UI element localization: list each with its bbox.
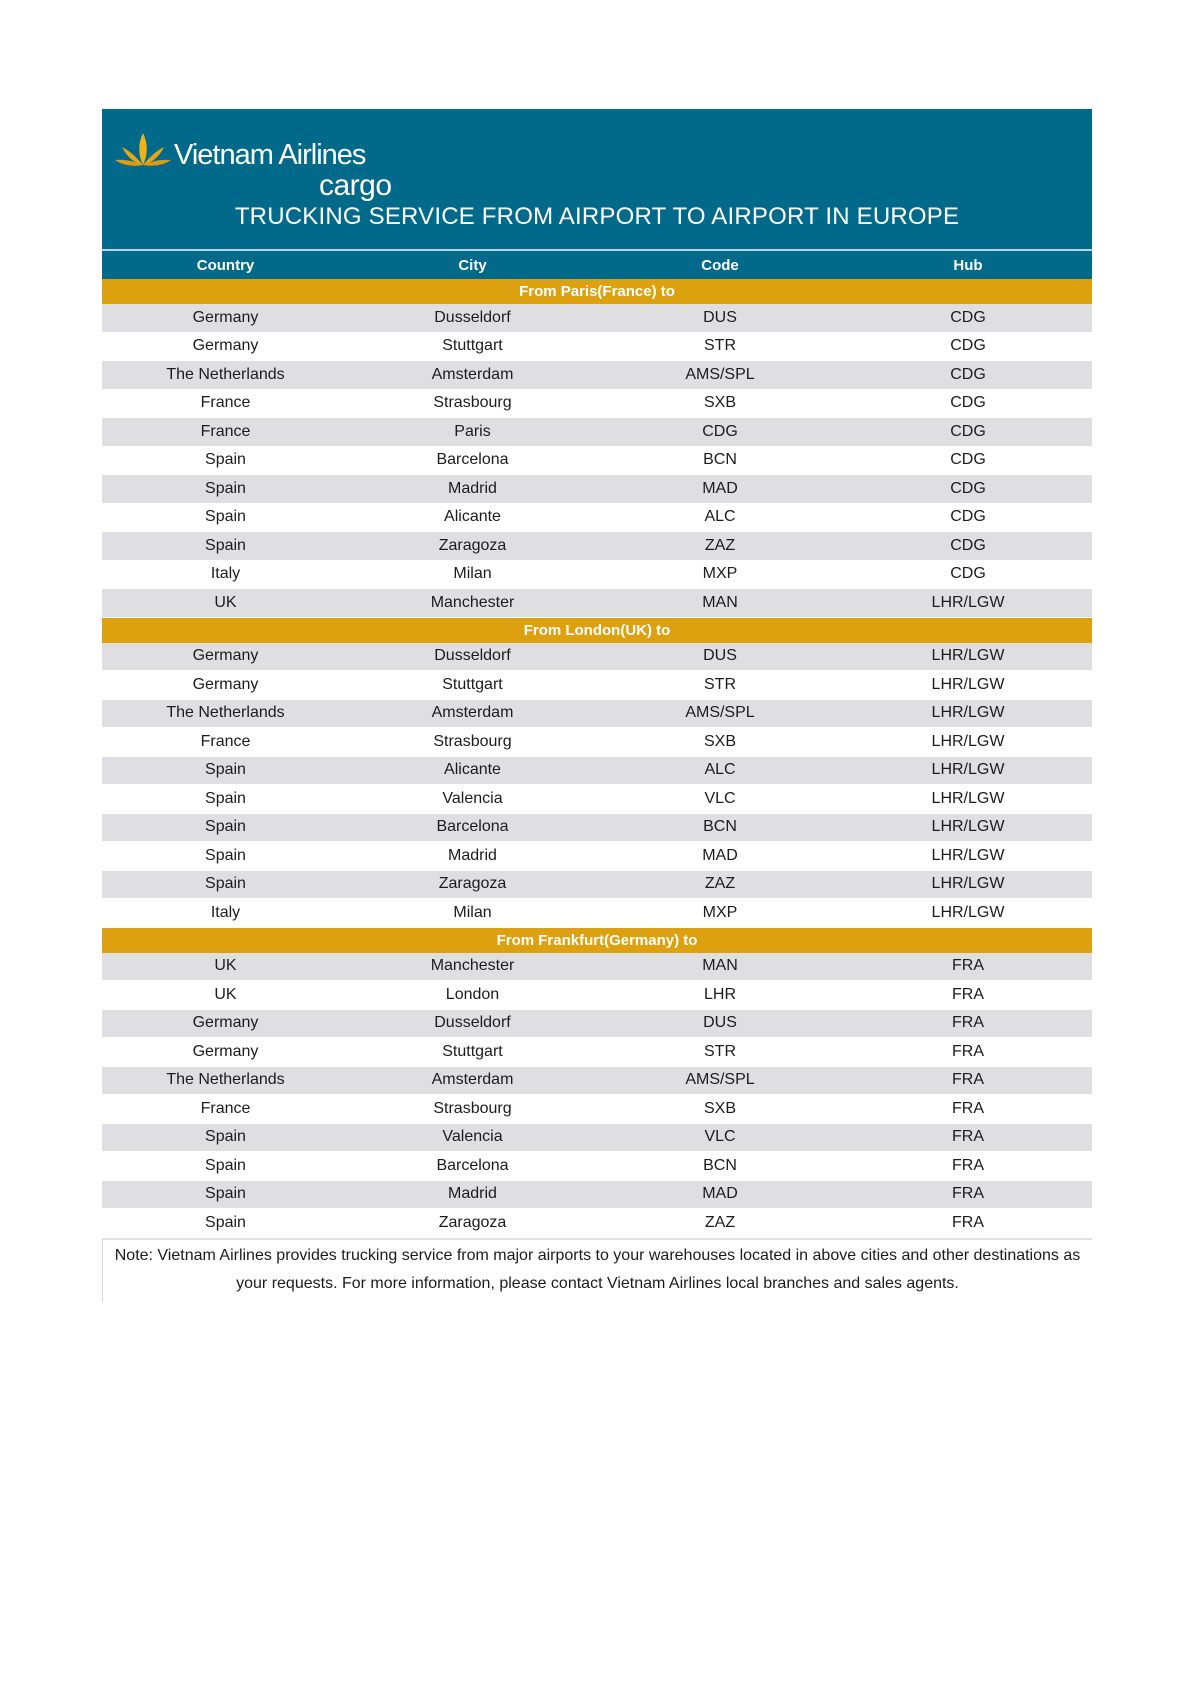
- cell-country: France: [200, 1099, 251, 1117]
- cell-hub: FRA: [952, 1185, 984, 1203]
- cell-code: MAD: [702, 1185, 738, 1203]
- cell-country: Spain: [205, 875, 246, 893]
- cell-hub: FRA: [952, 957, 984, 975]
- cell-hub: LHR/LGW: [931, 818, 1005, 836]
- cell-code: AMS/SPL: [685, 704, 755, 722]
- table-row: [102, 1067, 1092, 1096]
- cell-country: The Netherlands: [166, 365, 285, 383]
- cell-hub: LHR/LGW: [931, 846, 1005, 864]
- brand-logo: [114, 123, 414, 202]
- cell-city: Alicante: [444, 761, 501, 779]
- cell-code: MAD: [702, 846, 738, 864]
- table-row: [102, 757, 1092, 786]
- cell-country: France: [200, 422, 251, 440]
- cell-code: MAD: [702, 479, 738, 497]
- cell-city: Valencia: [442, 789, 503, 807]
- cell-code: STR: [704, 1042, 736, 1060]
- cell-country: The Netherlands: [166, 704, 285, 722]
- cell-hub: CDG: [950, 337, 986, 355]
- cell-hub: FRA: [952, 1213, 984, 1231]
- cell-country: Spain: [205, 536, 246, 554]
- cell-city: Barcelona: [436, 818, 509, 836]
- cell-city: Madrid: [448, 479, 497, 497]
- cell-country: Spain: [205, 1213, 246, 1231]
- cell-hub: CDG: [950, 479, 986, 497]
- cell-country: Spain: [205, 1185, 246, 1203]
- table-row: [102, 561, 1092, 590]
- cell-code: MXP: [702, 565, 738, 583]
- cell-city: Amsterdam: [431, 704, 514, 722]
- cell-city: Alicante: [444, 508, 501, 526]
- cell-city: Stuttgart: [442, 675, 503, 693]
- table-row: [102, 981, 1092, 1010]
- lotus-icon: [114, 131, 172, 171]
- cell-code: BCN: [703, 818, 737, 836]
- table-row: [102, 871, 1092, 900]
- column-header-hub: Hub: [953, 256, 983, 274]
- cell-city: Dusseldorf: [434, 308, 511, 326]
- cell-city: Barcelona: [436, 451, 509, 469]
- cell-city: Manchester: [430, 957, 515, 975]
- cell-code: SXB: [703, 394, 736, 412]
- table-row: [102, 589, 1092, 618]
- cell-city: Stuttgart: [442, 337, 503, 355]
- section-header: From London(UK) to: [102, 618, 1092, 643]
- cell-hub: FRA: [952, 1071, 984, 1089]
- table-row: [102, 1181, 1092, 1210]
- cell-city: Madrid: [448, 846, 497, 864]
- cell-code: MAN: [702, 593, 738, 611]
- cell-code: DUS: [703, 308, 737, 326]
- cell-hub: FRA: [952, 1099, 984, 1117]
- cell-code: MAN: [702, 957, 738, 975]
- table-row: [102, 1152, 1092, 1181]
- column-header-code: Code: [701, 256, 739, 274]
- table-row: [102, 643, 1092, 672]
- cell-code: BCN: [703, 1156, 737, 1174]
- cell-code: MXP: [702, 903, 738, 921]
- table-row: [102, 1010, 1092, 1039]
- table-row: [102, 842, 1092, 871]
- cell-hub: FRA: [952, 1042, 984, 1060]
- cell-country: Spain: [205, 451, 246, 469]
- cell-country: Spain: [205, 479, 246, 497]
- cell-country: Spain: [205, 1156, 246, 1174]
- cell-hub: LHR/LGW: [931, 761, 1005, 779]
- cell-code: SXB: [703, 732, 736, 750]
- cell-city: Strasbourg: [433, 1099, 512, 1117]
- table-row: [102, 333, 1092, 362]
- section-header: From Paris(France) to: [102, 279, 1092, 304]
- cell-city: Paris: [454, 422, 491, 440]
- cell-country: UK: [214, 985, 237, 1003]
- cell-city: Amsterdam: [431, 365, 514, 383]
- table-row: [102, 953, 1092, 982]
- brand-name: Vietnam Airlines: [174, 139, 366, 171]
- cell-country: Italy: [210, 565, 241, 583]
- cell-code: ZAZ: [704, 875, 736, 893]
- cell-city: Zaragoza: [438, 536, 507, 554]
- cell-country: UK: [214, 957, 237, 975]
- cell-country: Spain: [205, 508, 246, 526]
- cell-country: Italy: [210, 903, 241, 921]
- cell-code: AMS/SPL: [685, 365, 755, 383]
- cell-country: Spain: [205, 846, 246, 864]
- cell-hub: LHR/LGW: [931, 647, 1005, 665]
- table-row: [102, 1038, 1092, 1067]
- cell-hub: FRA: [952, 1014, 984, 1032]
- cell-hub: LHR/LGW: [931, 875, 1005, 893]
- cell-city: Zaragoza: [438, 1213, 507, 1231]
- cell-city: Strasbourg: [433, 394, 512, 412]
- cell-code: ALC: [704, 508, 736, 526]
- cell-city: Manchester: [430, 593, 515, 611]
- cell-hub: LHR/LGW: [931, 732, 1005, 750]
- cell-country: Spain: [205, 789, 246, 807]
- cell-city: Milan: [453, 903, 492, 921]
- cell-code: CDG: [702, 422, 738, 440]
- table-row: [102, 304, 1092, 333]
- table-row: [102, 728, 1092, 757]
- cell-country: France: [200, 732, 251, 750]
- cell-hub: CDG: [950, 536, 986, 554]
- cell-code: ZAZ: [704, 536, 736, 554]
- cell-hub: CDG: [950, 422, 986, 440]
- cell-city: Dusseldorf: [434, 647, 511, 665]
- trucking-sheet: [102, 109, 1092, 1302]
- cell-code: SXB: [703, 1099, 736, 1117]
- column-header-city: City: [458, 256, 487, 274]
- table-header: [102, 249, 1092, 279]
- cell-code: DUS: [703, 1014, 737, 1032]
- cell-code: STR: [704, 675, 736, 693]
- cell-hub: LHR/LGW: [931, 675, 1005, 693]
- table-body: [102, 279, 1092, 1238]
- cell-hub: LHR/LGW: [931, 903, 1005, 921]
- cell-code: DUS: [703, 647, 737, 665]
- cell-code: BCN: [703, 451, 737, 469]
- cell-city: Zaragoza: [438, 875, 507, 893]
- cell-hub: LHR/LGW: [931, 789, 1005, 807]
- cell-hub: CDG: [950, 365, 986, 383]
- table-row: [102, 899, 1092, 928]
- header-banner: [102, 109, 1092, 249]
- cell-country: Germany: [192, 337, 259, 355]
- cell-hub: LHR/LGW: [931, 704, 1005, 722]
- table-row: [102, 1124, 1092, 1153]
- table-row: [102, 447, 1092, 476]
- cell-country: Spain: [205, 1128, 246, 1146]
- cell-hub: FRA: [952, 985, 984, 1003]
- cell-hub: CDG: [950, 308, 986, 326]
- cell-country: UK: [214, 593, 237, 611]
- cell-hub: CDG: [950, 508, 986, 526]
- cell-hub: FRA: [952, 1156, 984, 1174]
- cell-hub: CDG: [950, 565, 986, 583]
- section-header: From Frankfurt(Germany) to: [102, 928, 1092, 953]
- cell-city: Valencia: [442, 1128, 503, 1146]
- cell-country: France: [200, 394, 251, 412]
- cell-code: LHR: [703, 985, 736, 1003]
- cell-city: Barcelona: [436, 1156, 509, 1174]
- cell-city: Strasbourg: [433, 732, 512, 750]
- table-row: [102, 532, 1092, 561]
- cell-code: STR: [704, 337, 736, 355]
- brand-sub: cargo: [319, 169, 392, 202]
- cell-city: Amsterdam: [431, 1071, 514, 1089]
- cell-country: The Netherlands: [166, 1071, 285, 1089]
- cell-country: Germany: [192, 1014, 259, 1032]
- cell-code: ZAZ: [704, 1213, 736, 1231]
- cell-code: ALC: [704, 761, 736, 779]
- cell-code: VLC: [704, 1128, 736, 1146]
- table-row: [102, 1209, 1092, 1238]
- cell-city: London: [445, 985, 500, 1003]
- table-row: [102, 390, 1092, 419]
- cell-hub: FRA: [952, 1128, 984, 1146]
- column-header-country: Country: [196, 256, 255, 274]
- cell-hub: LHR/LGW: [931, 593, 1005, 611]
- table-row: [102, 785, 1092, 814]
- cell-city: Madrid: [448, 1185, 497, 1203]
- cell-code: AMS/SPL: [685, 1071, 755, 1089]
- cell-hub: CDG: [950, 394, 986, 412]
- footnote: Note: Vietnam Airlines provides trucking service from major airports to your warehouses located in above cities and other destinations as your requests. For more information, please contact Vietnam Airlines local branches and sales agents.: [102, 1238, 1092, 1302]
- cell-country: Spain: [205, 818, 246, 836]
- cell-code: VLC: [704, 789, 736, 807]
- page-title: TRUCKING SERVICE FROM AIRPORT TO AIRPORT IN EUROPE: [234, 203, 960, 230]
- table-row: [102, 814, 1092, 843]
- cell-city: Milan: [453, 565, 492, 583]
- cell-country: Germany: [192, 308, 259, 326]
- cell-city: Dusseldorf: [434, 1014, 511, 1032]
- table-row: [102, 361, 1092, 390]
- table-row: [102, 418, 1092, 447]
- cell-country: Germany: [192, 1042, 259, 1060]
- cell-country: Germany: [192, 647, 259, 665]
- table-row: [102, 504, 1092, 533]
- table-row: [102, 671, 1092, 700]
- table-row: [102, 700, 1092, 729]
- cell-country: Germany: [192, 675, 259, 693]
- cell-hub: CDG: [950, 451, 986, 469]
- cell-city: Stuttgart: [442, 1042, 503, 1060]
- cell-country: Spain: [205, 761, 246, 779]
- table-row: [102, 475, 1092, 504]
- table-row: [102, 1095, 1092, 1124]
